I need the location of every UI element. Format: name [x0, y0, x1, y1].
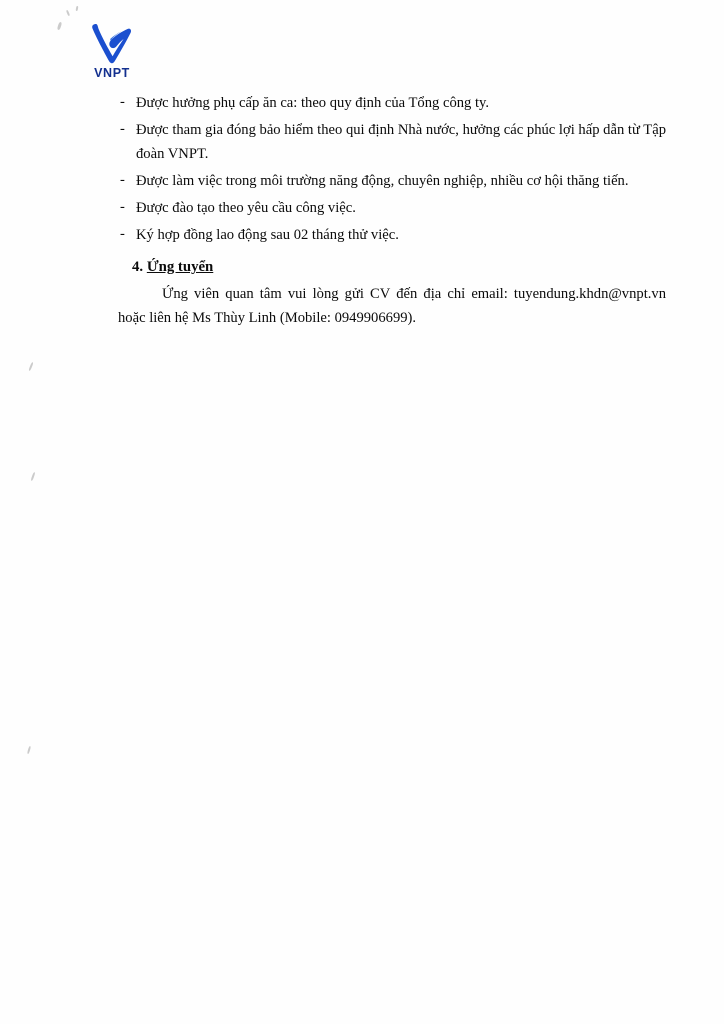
- scan-artifact: [31, 472, 36, 481]
- bullet-dash: -: [120, 198, 125, 215]
- vnpt-logo: [80, 22, 144, 84]
- bullet-dash: -: [120, 225, 125, 242]
- section-paragraph: Ứng viên quan tâm vui lòng gửi CV đến địa chỉ email: tuyendung.khdn@vnpt.vn hoặc liên hệ Ms Thùy Linh (Mobile: 0949906699).: [118, 286, 666, 326]
- scan-artifact: [27, 746, 31, 754]
- section-title: Ứng tuyển: [146, 259, 214, 275]
- list-item-text: Được làm việc trong môi trường năng động, chuyên nghiệp, nhiều cơ hội thăng tiến.: [136, 172, 629, 189]
- list-item-text: Được tham gia đóng bảo hiểm theo qui định Nhà nước, hưởng các phúc lợi hấp dẫn từ Tập đoàn VNPT.: [136, 122, 666, 162]
- bullet-dash: -: [120, 171, 125, 188]
- list-item: [118, 224, 666, 248]
- section-heading: [118, 255, 666, 279]
- vnpt-logo-text: VNPT: [94, 66, 130, 80]
- benefits-list: [118, 92, 666, 247]
- list-item: [118, 170, 666, 194]
- section-number: 4.: [132, 259, 144, 275]
- document-body: [118, 92, 666, 330]
- scan-artifact: [76, 6, 79, 11]
- list-item-text: Được đào tạo theo yêu cầu công việc.: [136, 199, 356, 216]
- bullet-dash: -: [120, 94, 125, 110]
- list-item-text: Được hưởng phụ cấp ăn ca: theo quy định của Tổng công ty.: [136, 95, 490, 111]
- list-item: [118, 197, 666, 221]
- vnpt-logo-mark: [86, 22, 138, 66]
- bullet-dash: -: [120, 121, 125, 137]
- list-item: [118, 119, 666, 166]
- scan-artifact: [28, 362, 33, 371]
- scan-artifact: [57, 22, 62, 31]
- scan-artifact: [66, 10, 70, 16]
- list-item-text: Ký hợp đồng lao động sau 02 tháng thử việc.: [136, 226, 399, 243]
- list-item: [118, 92, 666, 116]
